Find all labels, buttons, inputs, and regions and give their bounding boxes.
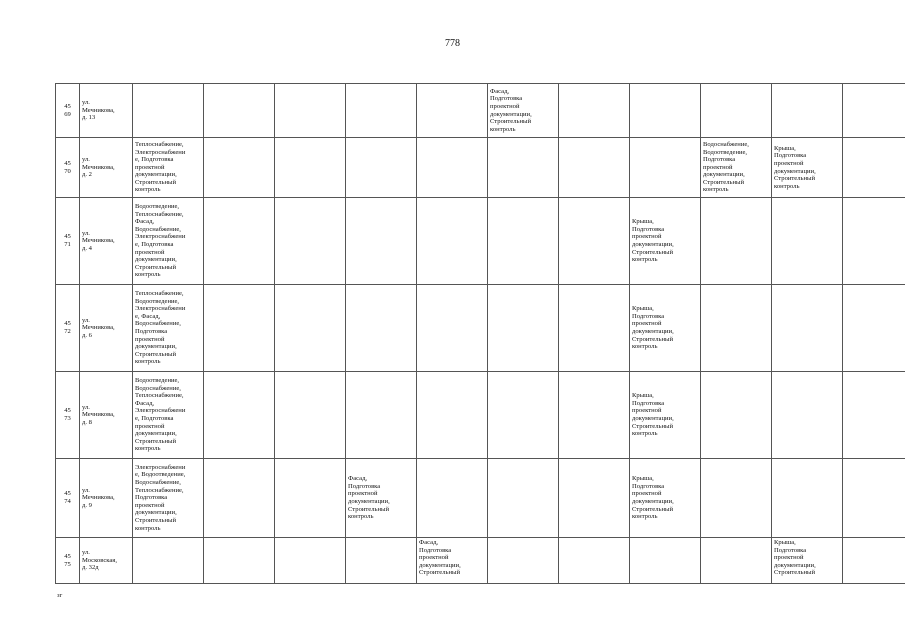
work-cell — [559, 459, 630, 538]
work-cell — [204, 538, 275, 584]
work-cell — [559, 372, 630, 459]
work-cell — [701, 538, 772, 584]
work-cell — [701, 372, 772, 459]
work-cell — [417, 84, 488, 138]
work-cell — [630, 84, 701, 138]
table-row — [56, 84, 905, 138]
repair-schedule-table — [55, 83, 905, 584]
address-cell: ул. Мечникова, д. 6 — [80, 285, 133, 372]
work-cell — [488, 459, 559, 538]
work-cell: Теплоснабжение, Водоотведение, Электроснабжени е, Фасад, Водоснабжение, Подготовка проектной документации, Строительный контроль — [133, 285, 204, 372]
work-cell — [417, 285, 488, 372]
row-number: 45 69 — [56, 84, 80, 138]
table-row — [56, 372, 905, 459]
work-cell: Крыша, Подготовка проектной документации, Строительный контроль — [630, 285, 701, 372]
work-cell — [204, 372, 275, 459]
work-cell — [133, 538, 204, 584]
work-cell — [204, 285, 275, 372]
work-cell: Крыша, Подготовка проектной документации, Строительный — [772, 538, 843, 584]
work-cell — [346, 198, 417, 285]
work-cell — [275, 538, 346, 584]
work-cell — [843, 285, 905, 372]
work-cell — [843, 459, 905, 538]
work-cell: Крыша, Подготовка проектной документации, Строительный контроль — [772, 138, 843, 198]
footer-mark: зг — [57, 592, 63, 599]
work-cell — [346, 285, 417, 372]
work-cell — [275, 459, 346, 538]
work-cell — [204, 198, 275, 285]
work-cell: Крыша, Подготовка проектной документации, Строительный контроль — [630, 459, 701, 538]
work-cell: Фасад, Подготовка проектной документации, Строительный — [417, 538, 488, 584]
work-cell — [843, 138, 905, 198]
page-number: 778 — [445, 38, 460, 49]
work-cell — [204, 459, 275, 538]
work-cell: Фасад, Подготовка проектной документации, Строительный контроль — [346, 459, 417, 538]
work-cell — [204, 138, 275, 198]
address-cell: ул. Мечникова, д. 2 — [80, 138, 133, 198]
work-cell — [772, 372, 843, 459]
work-cell — [772, 84, 843, 138]
work-cell — [630, 538, 701, 584]
work-cell — [701, 459, 772, 538]
table-row — [56, 285, 905, 372]
table-row — [56, 459, 905, 538]
work-cell — [275, 198, 346, 285]
work-cell — [843, 198, 905, 285]
work-cell — [417, 372, 488, 459]
work-cell: Фасад, Подготовка проектной документации, Строительный контроль — [488, 84, 559, 138]
work-cell — [346, 538, 417, 584]
work-cell: Водоснабжение, Водоотведение, Подготовка проектной документации, Строительный контроль — [701, 138, 772, 198]
work-cell — [488, 538, 559, 584]
work-cell — [559, 138, 630, 198]
work-cell: Крыша, Подготовка проектной документации, Строительный контроль — [630, 372, 701, 459]
work-cell — [559, 84, 630, 138]
work-cell — [346, 372, 417, 459]
work-cell: Водоотведение, Теплоснабжение, Фасад, Водоснабжение, Электроснабжени е, Подготовка проектной документации, Строительный контроль — [133, 198, 204, 285]
work-cell — [346, 84, 417, 138]
work-cell — [275, 138, 346, 198]
row-number: 45 75 — [56, 538, 80, 584]
work-cell — [630, 138, 701, 198]
work-cell — [275, 285, 346, 372]
work-cell — [275, 84, 346, 138]
work-cell — [701, 84, 772, 138]
work-cell — [133, 84, 204, 138]
work-cell — [488, 372, 559, 459]
work-cell — [772, 198, 843, 285]
work-cell: Крыша, Подготовка проектной документации, Строительный контроль — [630, 198, 701, 285]
address-cell: ул. Московская, д. 32д — [80, 538, 133, 584]
work-cell — [701, 198, 772, 285]
work-cell — [843, 372, 905, 459]
address-cell: ул. Мечникова, д. 8 — [80, 372, 133, 459]
work-cell — [701, 285, 772, 372]
work-cell: Водоотведение, Водоснабжение, Теплоснабжение, Фасад, Электроснабжени е, Подготовка проектной документации, Строительный контроль — [133, 372, 204, 459]
address-cell: ул. Мечникова, д. 13 — [80, 84, 133, 138]
work-cell — [559, 538, 630, 584]
work-cell — [417, 138, 488, 198]
row-number: 45 72 — [56, 285, 80, 372]
address-cell: ул. Мечникова, д. 9 — [80, 459, 133, 538]
work-cell — [488, 198, 559, 285]
row-number: 45 70 — [56, 138, 80, 198]
address-cell: ул. Мечникова, д. 4 — [80, 198, 133, 285]
work-cell — [843, 84, 905, 138]
table-row — [56, 138, 905, 198]
work-cell — [559, 285, 630, 372]
row-number: 45 71 — [56, 198, 80, 285]
work-cell — [488, 138, 559, 198]
work-cell — [488, 285, 559, 372]
row-number: 45 73 — [56, 372, 80, 459]
work-cell — [772, 285, 843, 372]
work-cell — [772, 459, 843, 538]
work-cell: Электроснабжени е, Водоотведение, Водоснабжение, Теплоснабжение, Подготовка проектной документации, Строительный контроль — [133, 459, 204, 538]
work-cell: Теплоснабжение, Электроснабжени е, Подготовка проектной документации, Строительный контроль — [133, 138, 204, 198]
table-row — [56, 198, 905, 285]
work-cell — [275, 372, 346, 459]
work-cell — [417, 459, 488, 538]
work-cell — [204, 84, 275, 138]
work-cell — [843, 538, 905, 584]
work-cell — [346, 138, 417, 198]
work-cell — [417, 198, 488, 285]
row-number: 45 74 — [56, 459, 80, 538]
table-row — [56, 538, 905, 584]
work-cell — [559, 198, 630, 285]
